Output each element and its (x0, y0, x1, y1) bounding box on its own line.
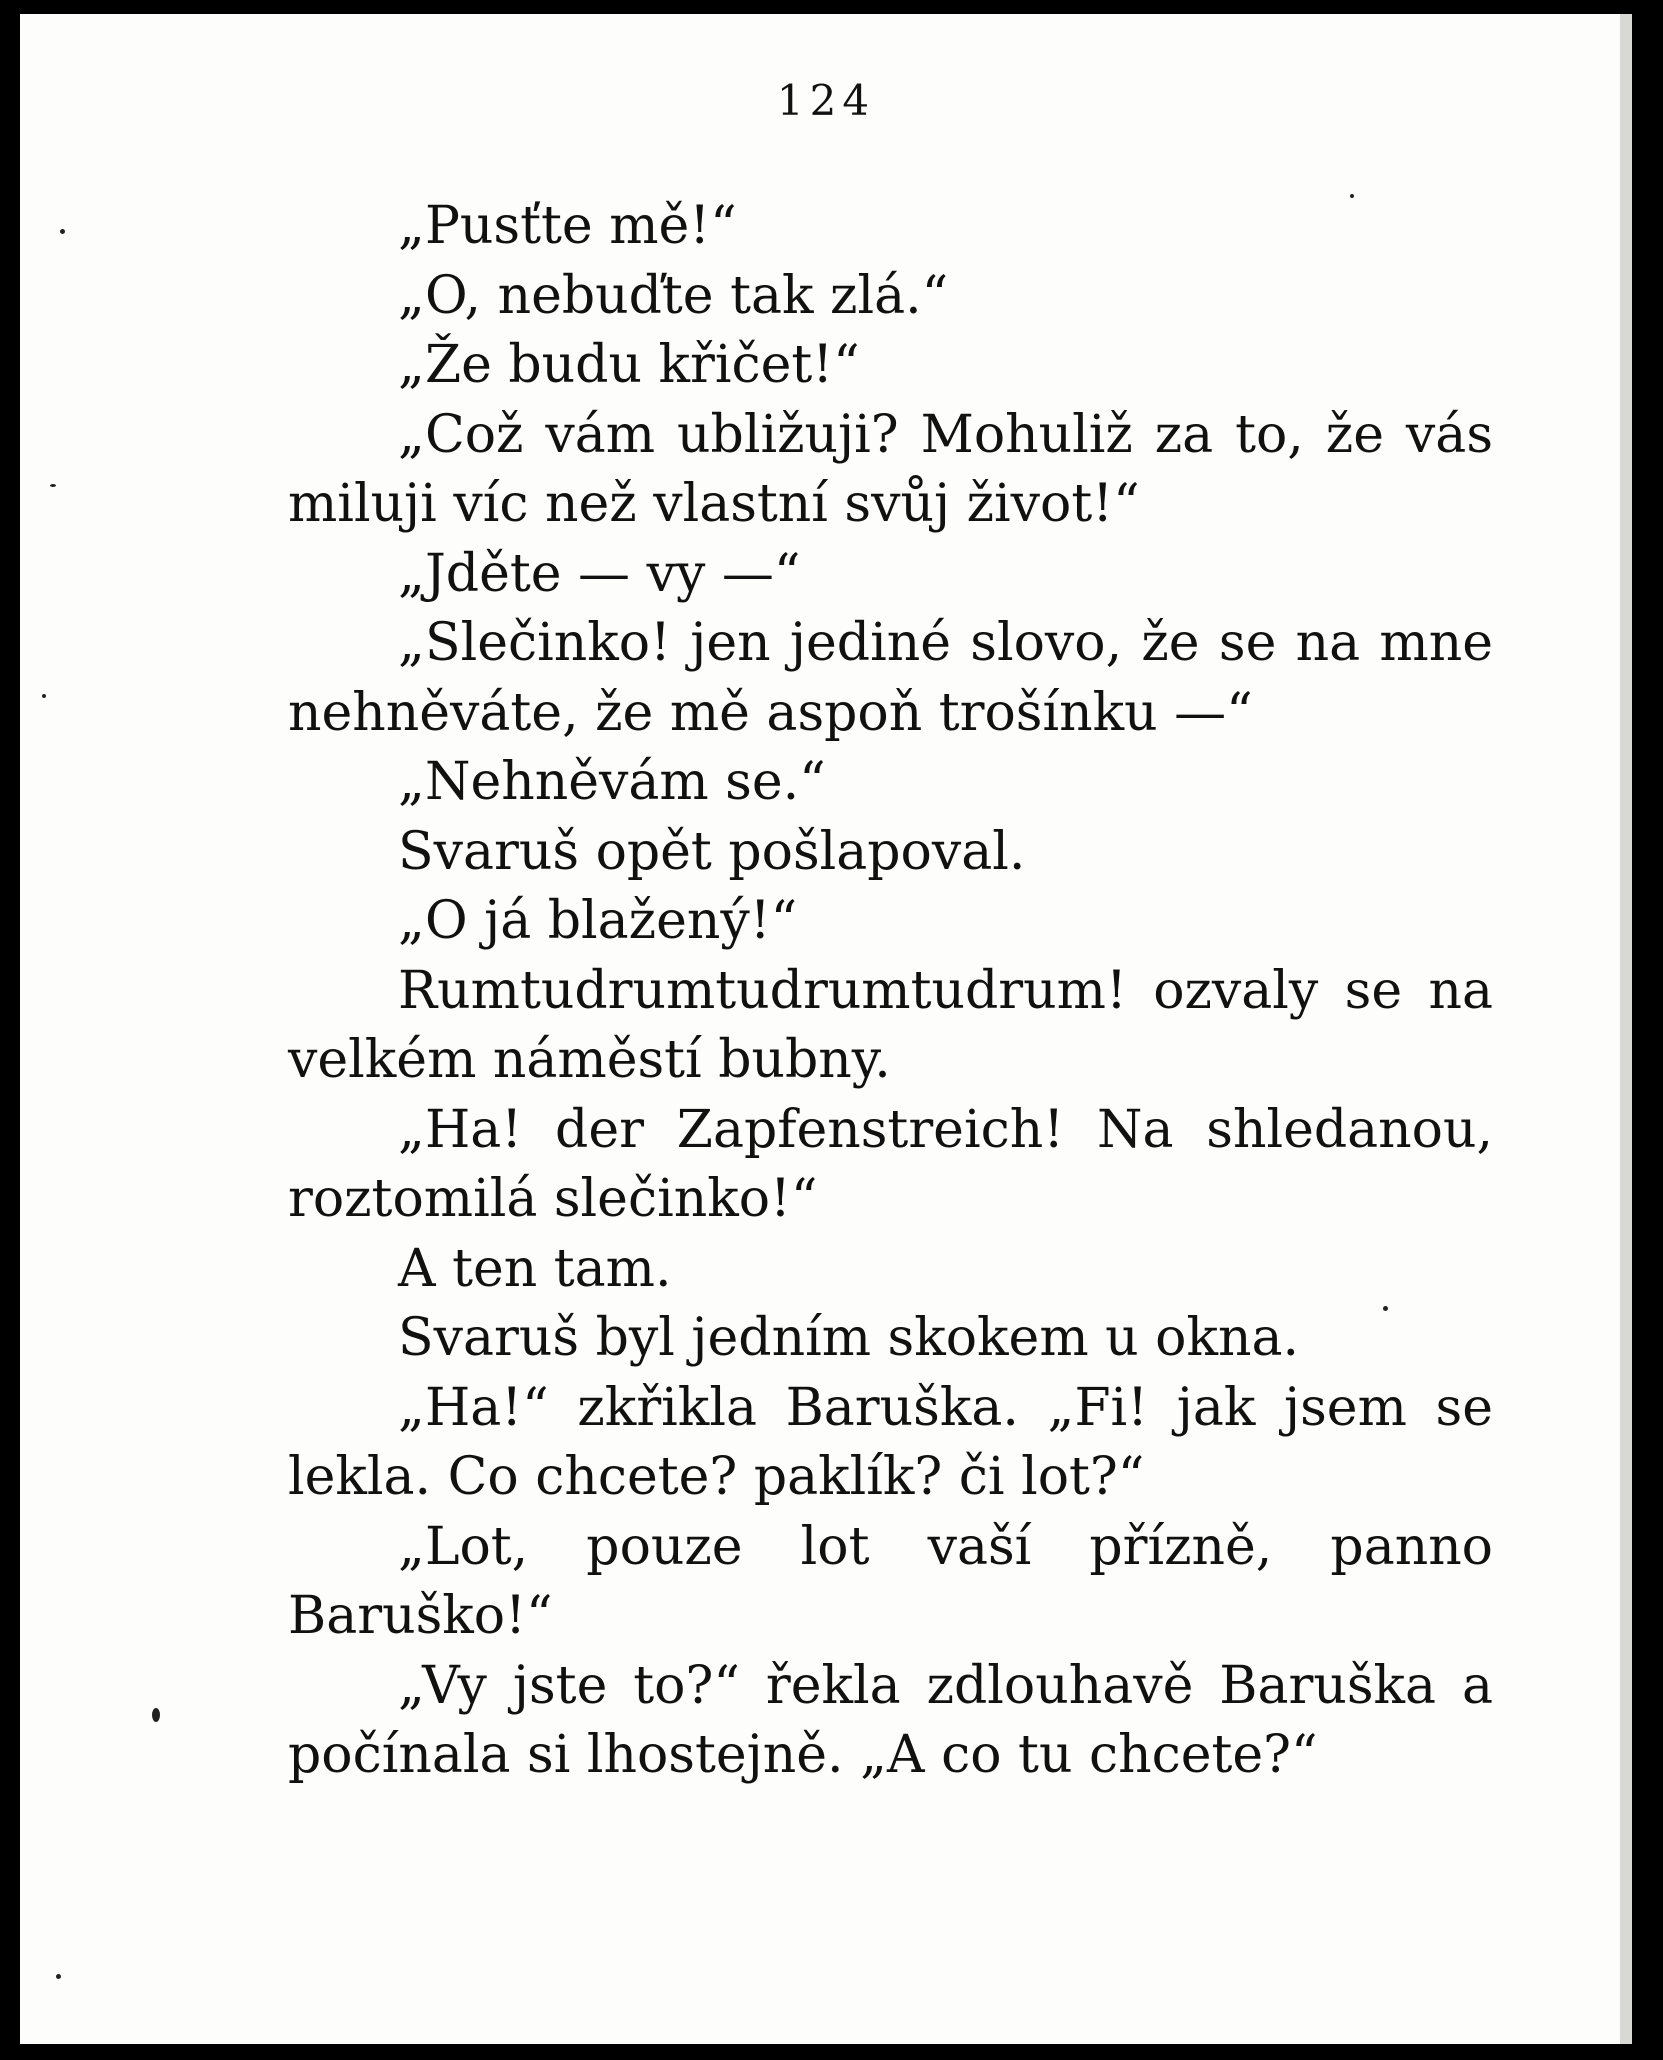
paragraph: „O já blažený!“ (398, 891, 798, 951)
scan-speck (50, 484, 56, 487)
paragraph: „Jděte — vy —“ (398, 543, 801, 604)
scan-speck (1383, 1306, 1388, 1311)
page-number: 124 (776, 76, 876, 125)
paragraph: „Což vám ubližuji? Mohuliž za to, že vás miluji víc než vlastní svůj život!“ (288, 404, 1493, 534)
page-text (288, 192, 1493, 1791)
paragraph: „Lot, pouze lot vaší přízně, panno Baruško!“ (288, 1516, 1493, 1646)
paragraph: „Ha! der Zapfenstreich! Na shledanou, roztomilá slečinko!“ (288, 1099, 1493, 1229)
paragraph: „Slečinko! jen jediné slovo, že se na mne nehněváte, že mě aspoň trošínku —“ (288, 613, 1493, 743)
paragraph: „Ha!“ zkřikla Baruška. „Fi! jak jsem se lekla. Co chcete? paklík? či lot?“ (288, 1377, 1493, 1507)
paragraph: A ten tam. (398, 1238, 672, 1299)
scan-speck (152, 1708, 160, 1722)
paragraph: „Že budu křičet!“ (398, 335, 860, 395)
paragraph: „O, nebuďte tak zlá.“ (398, 265, 949, 326)
page-edge-shadow (1620, 14, 1632, 2044)
paragraph: „Pusťte mě!“ (398, 196, 737, 256)
paragraph: Rumtudrumtudrumtudrum! ozvaly se na velkém náměstí bubny. (288, 960, 1493, 1090)
paragraph: Svaruš byl jedním skokem u okna. (398, 1308, 1300, 1368)
book-page (20, 14, 1632, 2044)
scan-speck (56, 1974, 61, 1979)
paragraph: Svaruš opět pošlapoval. (398, 821, 1026, 882)
paragraph: „Vy jste to?“ řekla zdlouhavě Baruška a počínala si lhostejně. „A co tu chcete?“ (288, 1655, 1493, 1785)
scan-speck (60, 229, 65, 234)
scan-speck (1350, 194, 1354, 198)
scan-speck (42, 694, 46, 698)
paragraph: „Nehněvám se.“ (398, 752, 826, 812)
